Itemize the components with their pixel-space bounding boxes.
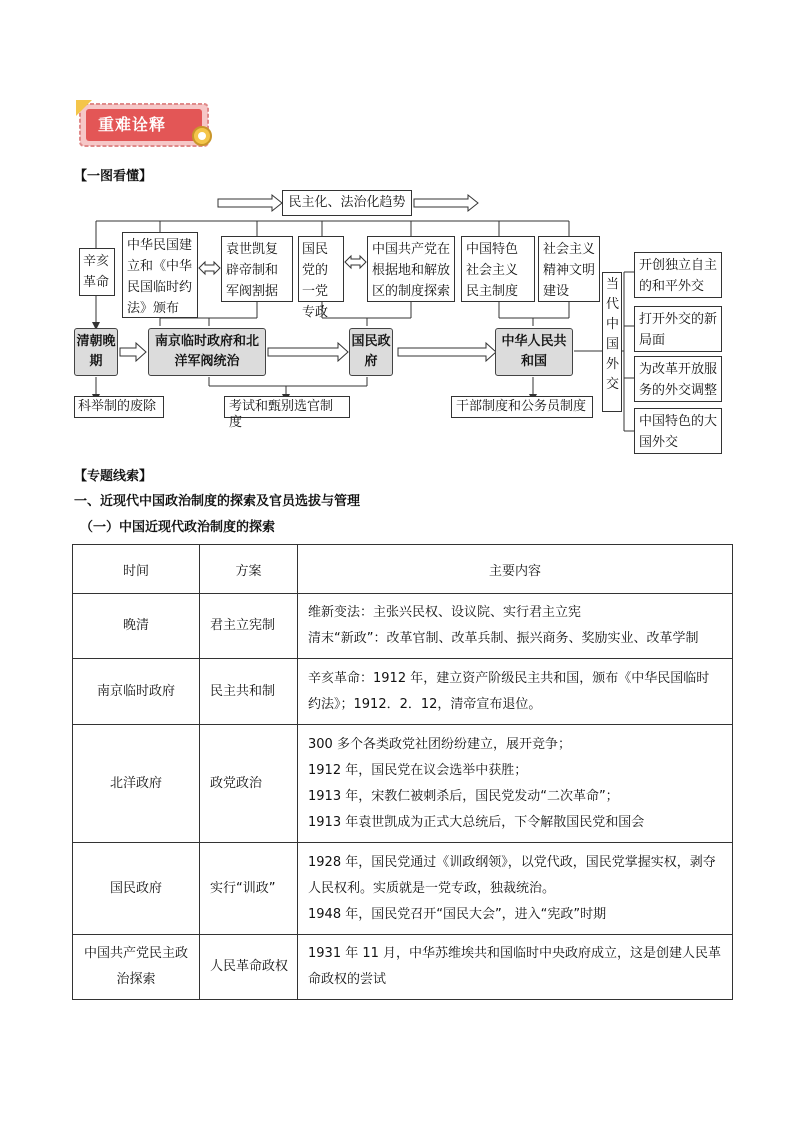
content-line: 1913 年袁世凯成为正式大总统后，下令解散国民党和国会: [308, 814, 645, 830]
trend-box: 民主化、法治化趋势: [282, 190, 412, 216]
header-plan: 方案: [200, 545, 298, 594]
row-time: 晚清: [73, 594, 200, 659]
table-row: [73, 725, 733, 843]
row-plan: 君主立宪制: [200, 594, 298, 659]
gmd-box: 国民党的一党专政: [298, 236, 344, 302]
table-row: [73, 935, 733, 1000]
row-plan: 实行“训政”: [200, 843, 298, 935]
content-line: 1931 年 11 月，中华苏维埃共和国临时中央政府成立，这是创建人民革命政权的尝试: [308, 946, 722, 987]
guomin-box: 国民政府: [349, 328, 393, 376]
row-plan: 政党政治: [200, 725, 298, 843]
linshi-box: 中华民国建立和《中华民国临时约法》颁布: [122, 232, 198, 318]
content-line: 1928 年，国民党通过《训政纲领》，以党代政，国民党掌握实权，剥夺人民权利。实质就是一党专政，独裁统治。: [308, 854, 716, 896]
ganbu-box: 干部制度和公务员制度: [451, 396, 593, 418]
table-row: [73, 659, 733, 725]
table-row: [73, 594, 733, 659]
header-content: 主要内容: [298, 545, 733, 594]
content-line: 1913 年，宋教仁被刺杀后，国民党发动“二次革命”；: [308, 788, 619, 804]
tese-box: 中国特色社会主义民主制度: [461, 236, 535, 302]
content-line: 清末“新政”：改革官制、改革兵制、振兴商务、奖励实业、改革学制: [308, 631, 699, 646]
ccp-box: 中国共产党在根据地和解放区的制度探索: [367, 236, 455, 302]
row-time: 南京临时政府: [73, 659, 200, 725]
row-time: 北洋政府: [73, 725, 200, 843]
prc-box: 中华人民共和国: [495, 328, 573, 376]
waijiao-box-2: 打开外交的新局面: [634, 306, 722, 352]
header-time: 时间: [73, 545, 200, 594]
waijiao-box-1: 开创独立自主的和平外交: [634, 252, 722, 298]
row-time: 中国共产党民主政治探索: [73, 935, 200, 1000]
row-plan: 人民革命政权: [200, 935, 298, 1000]
content-line: 300 多个各类政党社团纷纷建立，展开竞争；: [308, 736, 571, 752]
content-line: 1948 年，国民党召开“国民大会”，进入“宪政”时期: [308, 906, 607, 922]
clue-label: 【专题线索】: [74, 469, 153, 484]
waijiao-box-3: 为改革开放服务的外交调整: [634, 356, 722, 402]
row-plan: 民主共和制: [200, 659, 298, 725]
kaoshi-box: 考试和甄别选官制度: [224, 396, 350, 418]
keju-box: 科举制的废除: [74, 396, 164, 418]
heading-1: 一、近现代中国政治制度的探索及官员选拔与管理: [74, 494, 361, 509]
waijiao-box-4: 中国特色的大国外交: [634, 408, 722, 454]
content-line: 1912 年，国民党在议会选举中获胜；: [308, 762, 528, 778]
nanjing-box: 南京临时政府和北洋军阀统治: [148, 328, 266, 376]
table-header-row: [73, 545, 733, 594]
xinhai-box: 辛亥革命: [79, 248, 115, 296]
badge-title: 重难诠释: [98, 115, 167, 134]
content-line: 辛亥革命：1912 年，建立资产阶级民主共和国，颁布《中华民国临时约法》；1912．2．12，清帝宣布退位。: [308, 670, 710, 712]
content-line: 维新变法：主张兴民权、设议院、实行君主立宪: [308, 605, 582, 620]
row-time: 国民政府: [73, 843, 200, 935]
dangdai-box: 当代中国外交: [602, 272, 622, 412]
shehui-box: 社会主义精神文明建设: [538, 236, 600, 302]
qingchao-box: 清朝晚期: [74, 328, 118, 376]
yuan-box: 袁世凯复辟帝制和军阀割据: [221, 236, 293, 302]
table-row: [73, 843, 733, 935]
diagram-label: 【一图看懂】: [74, 169, 153, 184]
heading-2: （一）中国近现代政治制度的探索: [80, 520, 276, 535]
politics-table: [72, 544, 733, 1000]
